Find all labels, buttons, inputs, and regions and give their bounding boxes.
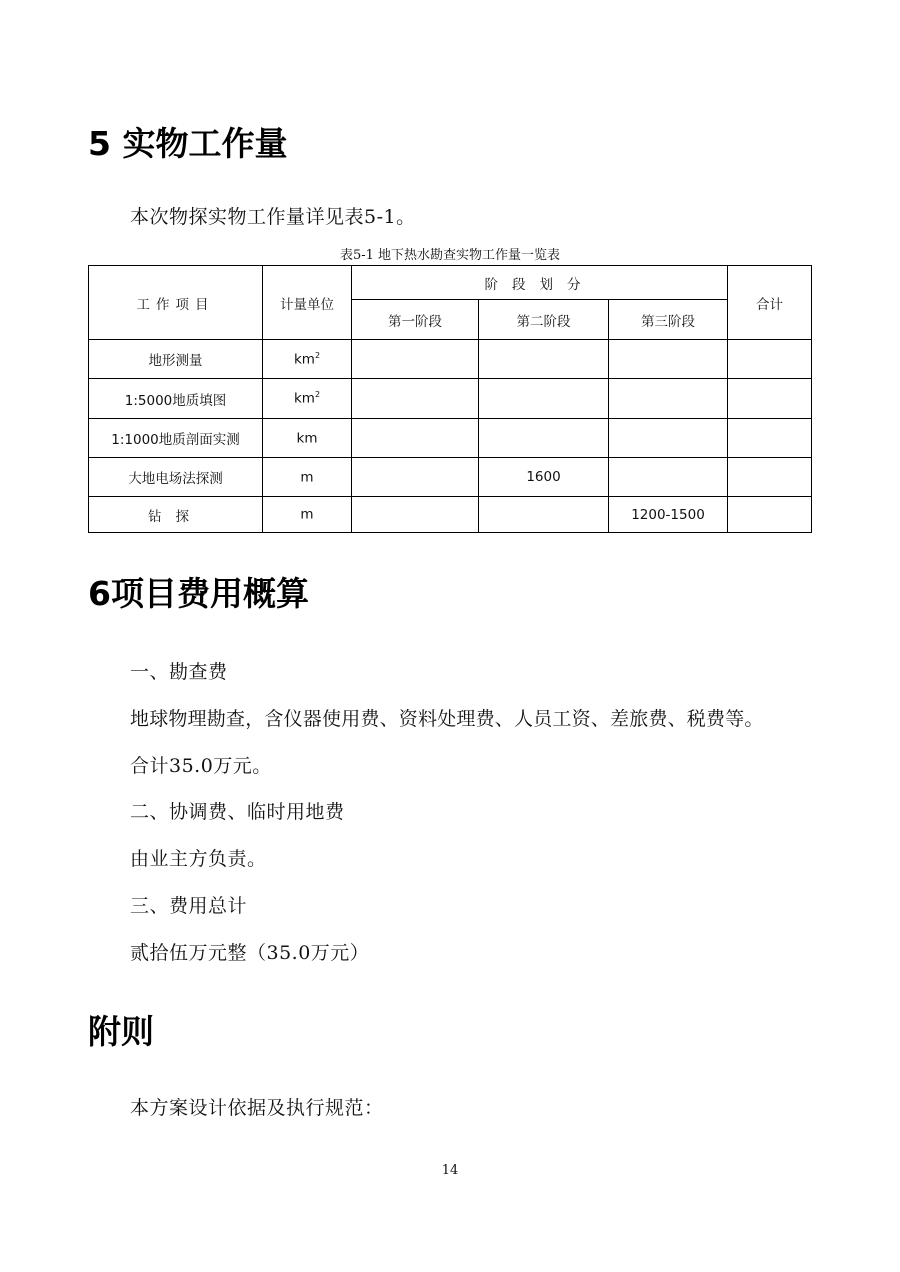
section-6-line: 一、勘查费: [130, 661, 228, 683]
section-6-line: 贰拾伍万元整（35.0万元）: [130, 942, 370, 964]
header-item: 工作项目: [89, 266, 263, 340]
row-stage-3: [609, 458, 728, 497]
table-caption: 表5-1 地下热水勘查实物工作量一览表: [339, 248, 561, 263]
row-stage-3: [609, 379, 728, 419]
row-stage-1: [352, 340, 479, 379]
header-stage-1: 第一阶段: [352, 300, 479, 340]
row-unit: $km^2$: [263, 340, 352, 379]
table-row: [89, 419, 812, 458]
header-total: 合计: [728, 266, 812, 340]
row-stage-1: [352, 458, 479, 497]
row-stage-2: [479, 497, 609, 533]
row-total: [728, 419, 812, 458]
section-6-line: 由业主方负责。: [130, 848, 267, 870]
section-6-line: 地球物理勘查，含仪器使用费、资料处理费、人员工资、差旅费、税费等。: [130, 708, 764, 730]
table-row: [89, 340, 812, 379]
row-stage-1: [352, 379, 479, 419]
row-unit: m: [263, 458, 352, 497]
row-item: 大地电场法探测: [89, 458, 263, 497]
row-stage-3: [609, 340, 728, 379]
table-row: [89, 497, 812, 533]
page-number: 14: [441, 1163, 459, 1178]
section-5-intro: 本次物探实物工作量详见表5-1。: [130, 206, 416, 228]
row-item: 1:5000地质填图: [89, 379, 263, 419]
header-unit: 计量单位: [263, 266, 352, 340]
section-6-line: 合计35.0万元。: [130, 755, 272, 777]
table-row: [89, 458, 812, 497]
section-6-line: 三、费用总计: [130, 895, 248, 917]
row-stage-2: [479, 340, 609, 379]
row-item: 1:1000地质剖面实测: [89, 419, 263, 458]
row-stage-3: [609, 419, 728, 458]
header-stage-2: 第二阶段: [479, 300, 609, 340]
row-stage-2: [479, 419, 609, 458]
row-unit: $km^2$: [263, 379, 352, 419]
section-6-heading: 6项目费用概算: [88, 574, 309, 613]
row-item: 钻探: [89, 497, 263, 533]
row-item: 地形测量: [89, 340, 263, 379]
row-stage-2: 1600: [479, 458, 609, 497]
appendix-intro: 本方案设计依据及执行规范：: [130, 1097, 384, 1119]
row-total: [728, 379, 812, 419]
section-6-line: 二、协调费、临时用地费: [130, 801, 345, 823]
row-total: [728, 497, 812, 533]
row-unit: km: [263, 419, 352, 458]
header-stage-group: 阶段划分: [352, 266, 728, 300]
row-stage-1: [352, 419, 479, 458]
row-stage-1: [352, 497, 479, 533]
row-stage-2: [479, 379, 609, 419]
row-total: [728, 340, 812, 379]
appendix-heading: 附则: [88, 1012, 154, 1051]
header-stage-3: 第三阶段: [609, 300, 728, 340]
section-5-heading: 5 实物工作量: [88, 124, 288, 163]
row-total: [728, 458, 812, 497]
work-volume-table: [88, 265, 812, 533]
row-stage-3: 1200-1500: [609, 497, 728, 533]
row-unit: m: [263, 497, 352, 533]
table-row: [89, 379, 812, 419]
